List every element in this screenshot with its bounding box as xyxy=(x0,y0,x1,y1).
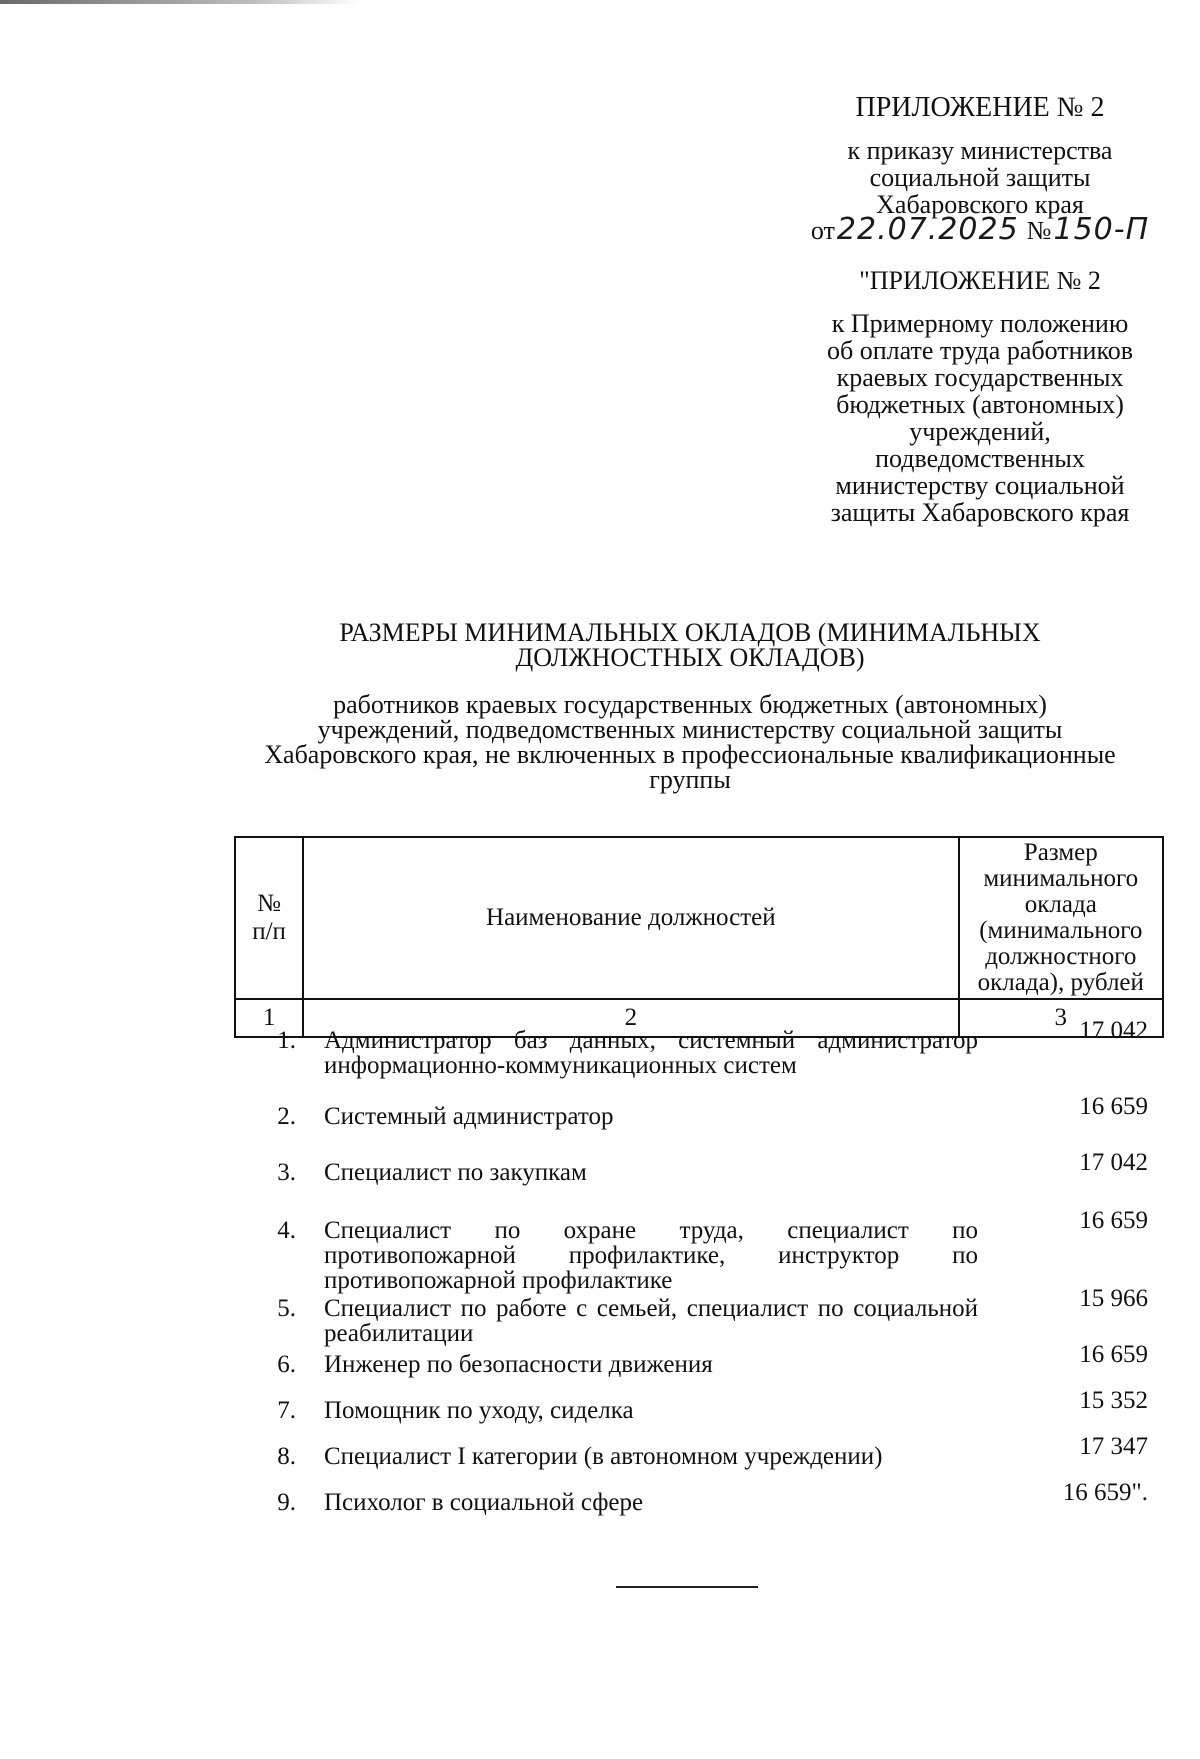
annex-order-line: Хабаровского края xyxy=(876,190,1084,219)
salary-table-body xyxy=(236,1017,1186,1536)
salary-table-header xyxy=(234,836,1164,1038)
annex-reg-line: об оплате труда работников xyxy=(826,336,1134,365)
column-header-number-line: п/п xyxy=(252,918,286,945)
annex-reg-line: бюджетных (автономных) xyxy=(836,390,1124,419)
document-title-line: ДОЛЖНОСТНЫХ ОКЛАДОВ) xyxy=(515,643,865,672)
row-number: 4. xyxy=(277,1217,296,1244)
annex-reg-line: учреждений, xyxy=(909,417,1051,446)
date-prefix: от xyxy=(810,216,835,245)
annex-reg-line: к Примерному положению xyxy=(831,309,1129,338)
table-header-row xyxy=(235,837,1163,999)
annex-title-secondary: "ПРИЛОЖЕНИЕ № 2 xyxy=(859,266,1101,295)
row-number: 6. xyxy=(277,1351,296,1378)
column-header-salary-line: Размер xyxy=(1023,839,1098,866)
handwritten-number: 150-П xyxy=(1053,212,1150,247)
row-salary: 15 352 xyxy=(1079,1387,1148,1414)
annex-regulation-reference xyxy=(780,310,1180,526)
row-number: 2. xyxy=(277,1103,296,1130)
column-header-salary-line: (минимального xyxy=(979,917,1143,944)
column-header-salary-line: минимального xyxy=(983,865,1139,892)
row-position-name: Психолог в социальной сфере xyxy=(324,1489,644,1516)
number-prefix: № xyxy=(1026,216,1052,245)
annex-reg-line: министерству социальной xyxy=(835,471,1125,500)
column-index: 3 xyxy=(959,999,1163,1037)
column-index: 2 xyxy=(303,999,958,1037)
document-subtitle xyxy=(240,692,1140,792)
handwritten-date: 22.07.2025 xyxy=(836,212,1019,247)
row-position-name: Специалист по работе с семьей, специалист по социальной реабилитации xyxy=(324,1295,978,1347)
document-title-line: РАЗМЕРЫ МИНИМАЛЬНЫХ ОКЛАДОВ (МИНИМАЛЬНЫХ xyxy=(339,618,1041,647)
row-salary: 15 966 xyxy=(1079,1285,1148,1312)
row-salary: 16 659 xyxy=(1079,1207,1148,1234)
table-row xyxy=(236,1207,1186,1296)
annex-title: ПРИЛОЖЕНИЕ № 2 xyxy=(855,92,1105,123)
table-row xyxy=(236,1479,1186,1536)
row-number: 7. xyxy=(277,1397,296,1424)
column-header-salary xyxy=(959,837,1163,999)
document-subtitle-line: группы xyxy=(649,765,731,794)
row-position-name: Инженер по безопасности движения xyxy=(324,1351,713,1378)
column-header-salary-line: оклада xyxy=(1024,891,1097,918)
row-position-name: Администратор баз данных, системный администратор информационно-коммуникационных систем xyxy=(324,1027,978,1079)
scan-edge-mark xyxy=(0,0,360,4)
document-subtitle-line: Хабаровского края, не включенных в профессиональные квалификационные xyxy=(264,740,1116,769)
document-title xyxy=(240,620,1140,670)
table-row xyxy=(236,1017,1186,1104)
annex-order-reference xyxy=(780,137,1180,218)
column-header-salary-line: оклада), рублей xyxy=(977,969,1144,996)
row-salary: 16 659 xyxy=(1079,1341,1148,1368)
row-salary: 17 042 xyxy=(1079,1149,1148,1176)
annex-reg-line: подведомственных xyxy=(875,444,1085,473)
column-header-number-line: № xyxy=(257,890,281,917)
end-of-document-rule xyxy=(616,1586,758,1588)
annex-reg-line: краевых государственных xyxy=(836,363,1124,392)
row-salary: 16 659 xyxy=(1079,1093,1148,1120)
row-number: 3. xyxy=(277,1159,296,1186)
row-salary: 17 347 xyxy=(1079,1433,1148,1460)
annex-date-line xyxy=(780,212,1180,247)
annex-reg-line: защиты Хабаровского края xyxy=(830,498,1130,527)
row-position-name: Помощник по уходу, сиделка xyxy=(324,1397,634,1424)
annex-order-line: к приказу министерства xyxy=(847,136,1113,165)
column-header-number xyxy=(235,837,303,999)
column-header-salary-line: должностного xyxy=(985,943,1137,970)
column-header-position: Наименование должностей xyxy=(303,837,958,999)
document-subtitle-line: учреждений, подведомственных министерству социальной защиты xyxy=(317,715,1063,744)
row-salary: 17 042 xyxy=(1079,1017,1148,1044)
row-position-name: Специалист I категории (в автономном учреждении) xyxy=(324,1443,883,1470)
document-subtitle-line: работников краевых государственных бюджетных (автономных) xyxy=(333,690,1047,719)
row-position-name: Системный администратор xyxy=(324,1103,614,1130)
annex-order-line: социальной защиты xyxy=(869,163,1091,192)
row-number: 5. xyxy=(277,1295,296,1322)
row-position-name: Специалист по охране труда, специалист по противопожарной профилактике, инструктор по противопожарной профилактике xyxy=(324,1217,978,1294)
row-number: 1. xyxy=(277,1027,296,1054)
row-salary: 16 659". xyxy=(1062,1479,1148,1506)
row-number: 9. xyxy=(277,1489,296,1516)
column-index: 1 xyxy=(235,999,303,1037)
row-number: 8. xyxy=(277,1443,296,1470)
row-position-name: Специалист по закупкам xyxy=(324,1159,587,1186)
